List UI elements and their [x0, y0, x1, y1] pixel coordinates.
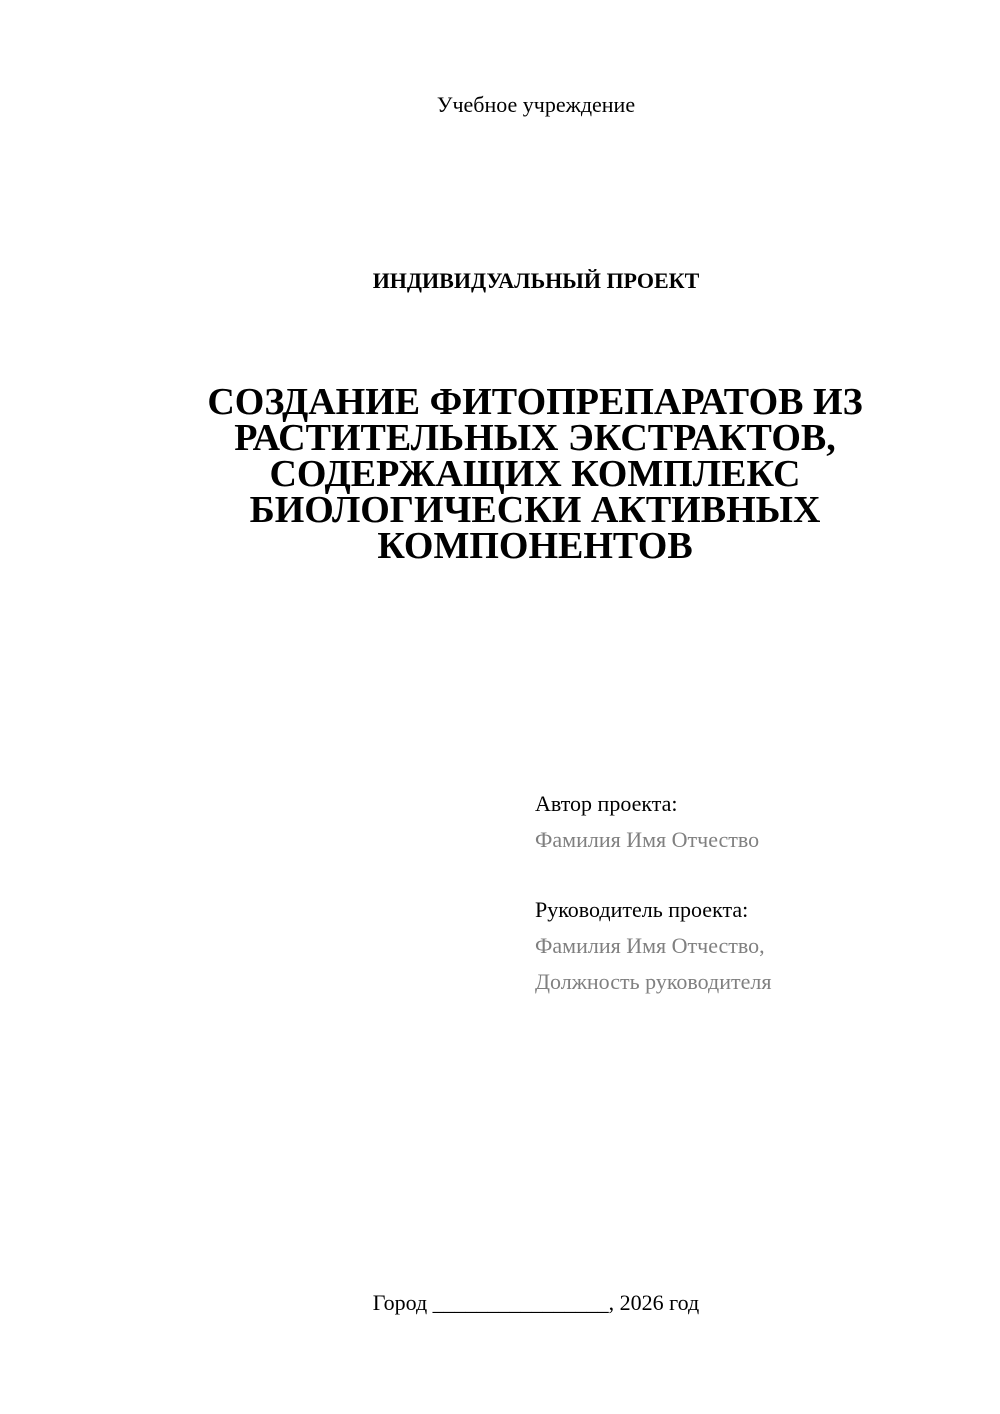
city-year: Город ________________, 2026 год — [372, 1290, 700, 1315]
supervisor-position: Должность руководителя — [535, 969, 772, 994]
spacer — [535, 858, 975, 892]
author-name: Фамилия Имя Отчество — [535, 827, 760, 852]
institution-name: Учебное учреждение — [436, 92, 636, 117]
author-label: Автор проекта: — [535, 791, 678, 816]
project-title — [150, 381, 920, 567]
supervisor-label: Руководитель проекта: — [535, 897, 749, 922]
project-title-line: КОМПОНЕНТОВ — [377, 525, 693, 567]
project-title-line: РАСТИТЕЛЬНЫХ ЭКСТРАКТОВ, — [234, 417, 836, 459]
project-title-line: БИОЛОГИЧЕСКИ АКТИВНЫХ — [249, 489, 821, 531]
supervisor-name: Фамилия Имя Отчество, — [535, 933, 765, 958]
project-info — [535, 786, 975, 1000]
project-title-line: СОЗДАНИЕ ФИТОПРЕПАРАТОВ ИЗ — [207, 381, 863, 423]
project-title-line: СОДЕРЖАЩИХ КОМПЛЕКС — [269, 453, 801, 495]
document-type: ИНДИВИДУАЛЬНЫЙ ПРОЕКТ — [372, 268, 700, 293]
